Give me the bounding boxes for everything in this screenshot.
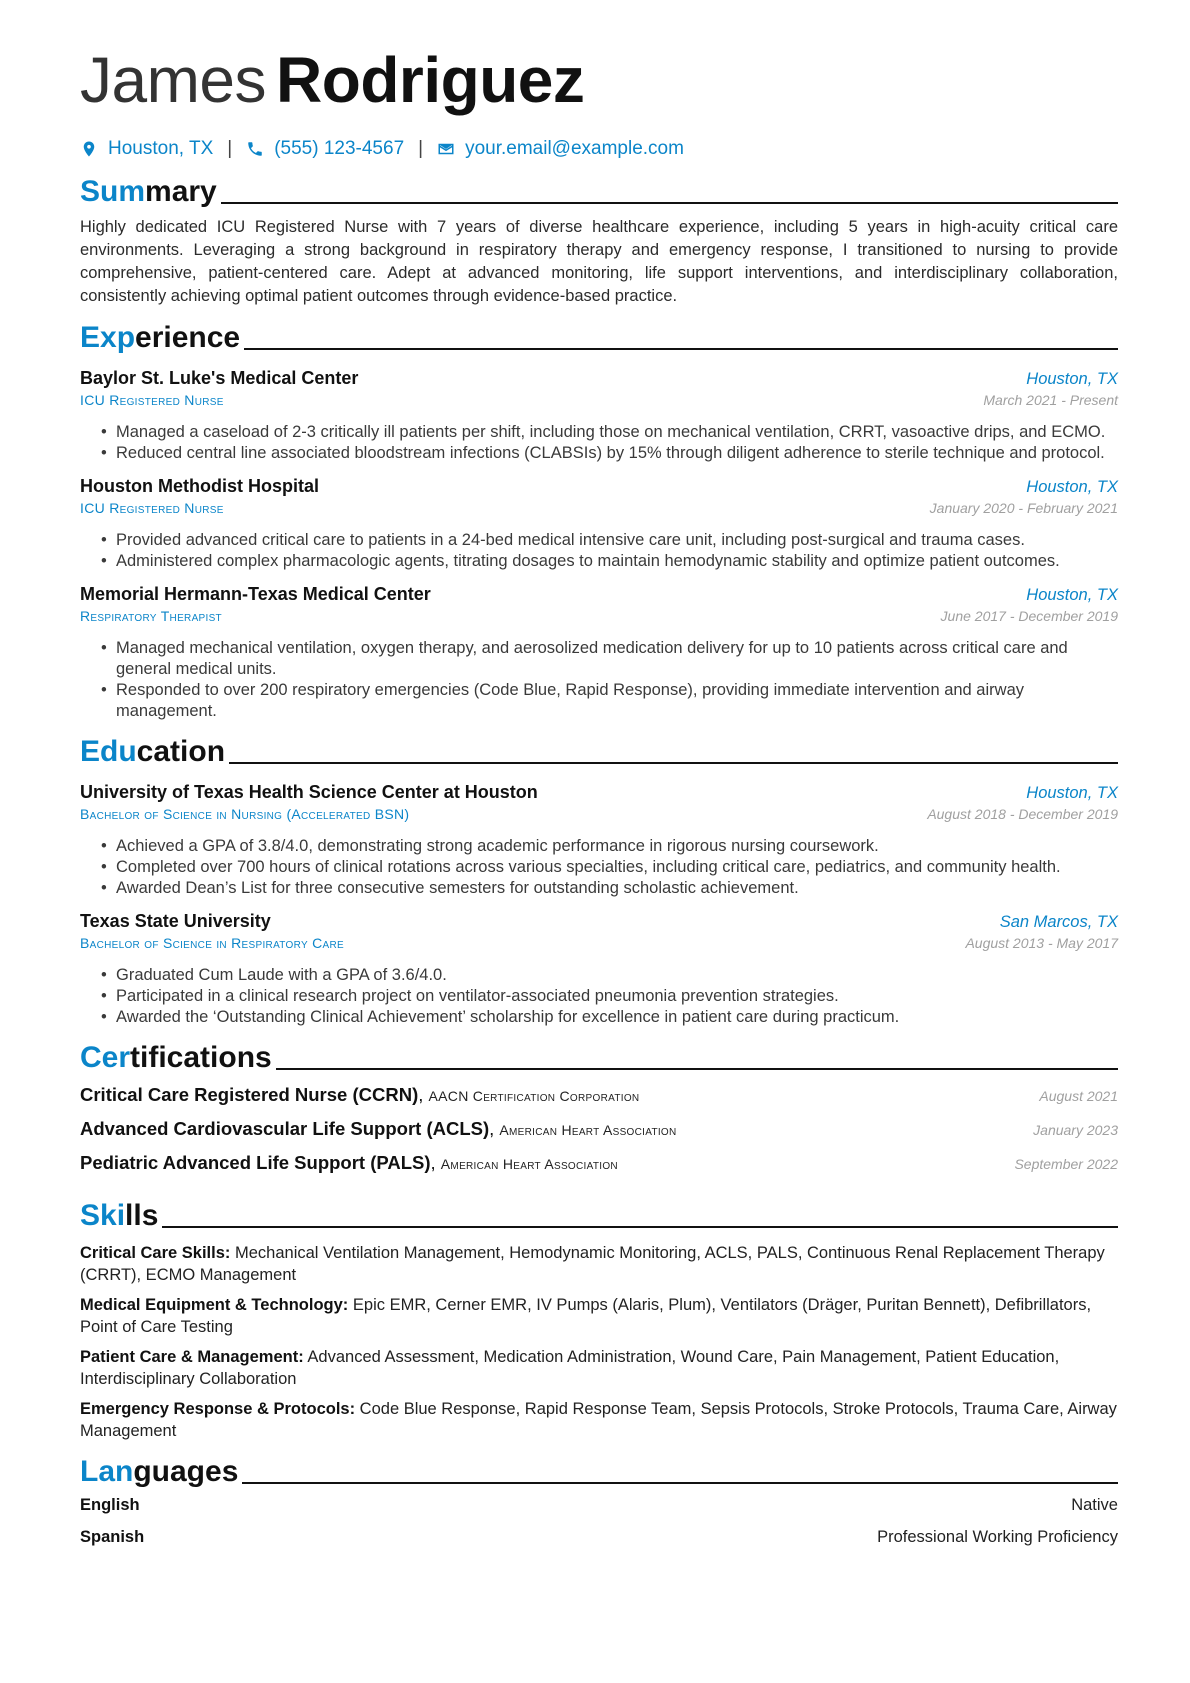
school-name: University of Texas Health Science Center at Houston [80,782,538,802]
language-name: English [80,1496,140,1514]
section-divider [221,202,1118,204]
section-divider [242,1482,1118,1484]
certification-date: August 2021 [1039,1088,1118,1104]
certification-item: Advanced Cardiovascular Life Support (ACLS), American Heart Association January 2023 [80,1118,1118,1139]
title-accent: Exp [80,321,136,354]
summary-heading [80,174,1118,210]
school-name: Texas State University [80,911,271,931]
job-title: ICU Registered Nurse [80,500,224,516]
job-location: Houston, TX [1026,370,1118,388]
job-title: Respiratory Therapist [80,608,222,624]
certification-list [80,1084,1118,1186]
skill-category: Critical Care Skills: [80,1244,231,1262]
school-location: San Marcos, TX [999,913,1118,931]
study-dates: August 2018 - December 2019 [927,806,1118,822]
education-heading [80,734,1118,770]
title-rest: tifications [130,1041,272,1074]
phone-text: (555) 123-4567 [274,138,405,159]
section-divider [229,762,1118,764]
bullet-item: • Managed mechanical ventilation, oxygen therapy, and aerosolized medication delivery for up to 10 patients across critical care and general medical units. [116,638,1118,680]
bullet-item: • Managed a caseload of 2-3 critically ill patients per shift, including those on mechanical ventilation, CRRT, vasoactive drips, and ECMO. [116,422,1118,443]
skill-group [80,1346,1118,1390]
section-title [80,1040,272,1076]
language-item [80,1496,1118,1528]
certification-name: Critical Care Registered Nurse (CCRN) [80,1084,419,1105]
last-name: Rodriguez [276,44,585,116]
bullet-item: • Provided advanced critical care to patients in a 24-bed medical intensive care unit, including post-surgical and trauma cases. [116,530,1118,551]
bullet-item: • Achieved a GPA of 3.8/4.0, demonstrating strong academic performance in rigorous nursing coursework. [116,836,1118,857]
location-pin-icon [80,140,98,158]
certifications-heading [80,1040,1118,1076]
certification-name: Advanced Cardiovascular Life Support (ACLS) [80,1118,490,1139]
skill-group [80,1242,1118,1286]
skill-list: Mechanical Ventilation Management, Hemodynamic Monitoring, ACLS, PALS, Continuous Renal Replacement Therapy (CRRT), ECMO Management [80,1244,1105,1284]
resume-content [80,40,1118,1560]
title-accent: Lan [80,1455,134,1488]
job-location: Houston, TX [1026,586,1118,604]
section-title [80,174,217,210]
section-divider [276,1068,1118,1070]
contact-email[interactable] [437,138,684,160]
bullet-item: • Awarded the ‘Outstanding Clinical Achievement’ scholarship for excellence in patient care during practicum. [116,1007,1118,1028]
bullet-item: • Awarded Dean’s List for three consecutive semesters for outstanding scholastic achievement. [116,878,1118,899]
education-entry [80,911,1118,1028]
skill-group [80,1294,1118,1338]
employer-name: Baylor St. Luke's Medical Center [80,368,359,388]
language-list [80,1496,1118,1560]
degree-title: Bachelor of Science in Nursing (Accelerated BSN) [80,806,410,822]
section-title [80,1198,158,1234]
study-dates: August 2013 - May 2017 [965,935,1118,951]
language-name: Spanish [80,1528,145,1546]
title-accent: Cer [80,1041,131,1074]
job-location: Houston, TX [1026,478,1118,496]
section-divider [162,1226,1118,1228]
section-title [80,320,240,356]
skill-list: Advanced Assessment, Medication Administration, Wound Care, Pain Management, Patient Education, Interdisciplinary Collaboration [80,1348,1060,1388]
certification-issuer: AACN Certification Corporation [428,1088,640,1104]
experience-heading [80,320,1118,356]
bullet-item: • Completed over 700 hours of clinical rotations across various specialties, including critical care, pediatrics, and community health. [116,857,1118,878]
title-accent: Ski [80,1199,126,1232]
title-rest: guages [133,1455,239,1488]
phone-icon [246,140,264,158]
title-rest: cation [136,735,226,768]
languages-heading [80,1454,1118,1490]
skill-group [80,1398,1118,1442]
section-title [80,734,225,770]
certification-date: January 2023 [1033,1122,1118,1138]
education-entry [80,782,1118,899]
skill-list: Epic EMR, Cerner EMR, IV Pumps (Alaris, Plum), Ventilators (Dräger, Puritan Bennett), Defibrillators, Point of Care Testing [80,1296,1092,1336]
bullet-list [80,836,1118,899]
certification-issuer: American Heart Association [499,1122,677,1138]
employer-name: Houston Methodist Hospital [80,476,319,496]
degree-title: Bachelor of Science in Respiratory Care [80,935,344,951]
skills-heading [80,1198,1118,1234]
language-level: Professional Working Proficiency [877,1528,1118,1546]
title-accent: Sum [80,175,146,208]
job-title: ICU Registered Nurse [80,392,224,408]
job-dates: June 2017 - December 2019 [940,608,1118,624]
language-item [80,1528,1118,1560]
bullet-list [80,530,1118,572]
bullet-item: • Administered complex pharmacologic agents, titrating dosages to maintain hemodynamic stability and optimize patient outcomes. [116,551,1118,572]
skill-list: Code Blue Response, Rapid Response Team, Sepsis Protocols, Stroke Protocols, Trauma Care, Airway Management [80,1400,1117,1440]
title-rest: lls [125,1199,159,1232]
skill-category: Emergency Response & Protocols: [80,1400,356,1418]
resume-name [80,40,1118,120]
contact-separator: | [418,138,424,159]
bullet-item: • Reduced central line associated bloodstream infections (CLABSIs) by 15% through diligent adherence to sterile technique and protocol. [116,443,1118,464]
title-rest: erience [135,321,241,354]
bullet-item: • Participated in a clinical research project on ventilator-associated pneumonia prevention strategies. [116,986,1118,1007]
contact-row [80,136,1118,162]
certification-name: Pediatric Advanced Life Support (PALS) [80,1152,431,1173]
section-title [80,1454,238,1490]
bullet-item: • Graduated Cum Laude with a GPA of 3.6/4.0. [116,965,1118,986]
bullet-list [80,422,1118,464]
contact-phone[interactable] [246,138,404,160]
bullet-item: • Responded to over 200 respiratory emergencies (Code Blue, Rapid Response), providing immediate intervention and airway management. [116,680,1118,722]
contact-separator: | [227,138,233,159]
first-name: James [80,44,266,116]
title-accent: Edu [80,735,137,768]
bullet-list [80,965,1118,1028]
employer-name: Memorial Hermann-Texas Medical Center [80,584,431,604]
contact-location [80,138,213,160]
section-divider [244,348,1118,350]
location-text: Houston, TX [108,138,214,159]
certification-issuer: American Heart Association [440,1156,618,1172]
summary-text: Highly dedicated ICU Registered Nurse with 7 years of diverse healthcare experience, including 5 years in high-acuity critical care environments. Leveraging a strong background in respiratory therapy and emergency response, I transitioned to nursing to provide comprehensive, patient-centered care. Adept at advanced monitoring, life support interventions, and interdisciplinary collaboration, consistently achieving optimal patient outcomes through evidence-based practice. [80,218,1118,305]
skill-category: Patient Care & Management: [80,1348,304,1366]
title-rest: mary [145,175,217,208]
bullet-list [80,638,1118,722]
certification-item: Critical Care Registered Nurse (CCRN), AACN Certification Corporation August 2021 [80,1084,1118,1105]
job-dates: March 2021 - Present [983,392,1118,408]
skill-category: Medical Equipment & Technology: [80,1296,349,1314]
experience-entry [80,476,1118,572]
envelope-icon [437,140,455,158]
email-link: your.email@example.com [465,138,684,159]
job-dates: January 2020 - February 2021 [929,500,1118,516]
language-level: Native [1071,1496,1118,1514]
certification-item: Pediatric Advanced Life Support (PALS), American Heart Association September 2022 [80,1152,1118,1173]
experience-entry [80,368,1118,464]
experience-entry [80,584,1118,722]
certification-date: September 2022 [1014,1156,1118,1172]
school-location: Houston, TX [1026,784,1118,802]
